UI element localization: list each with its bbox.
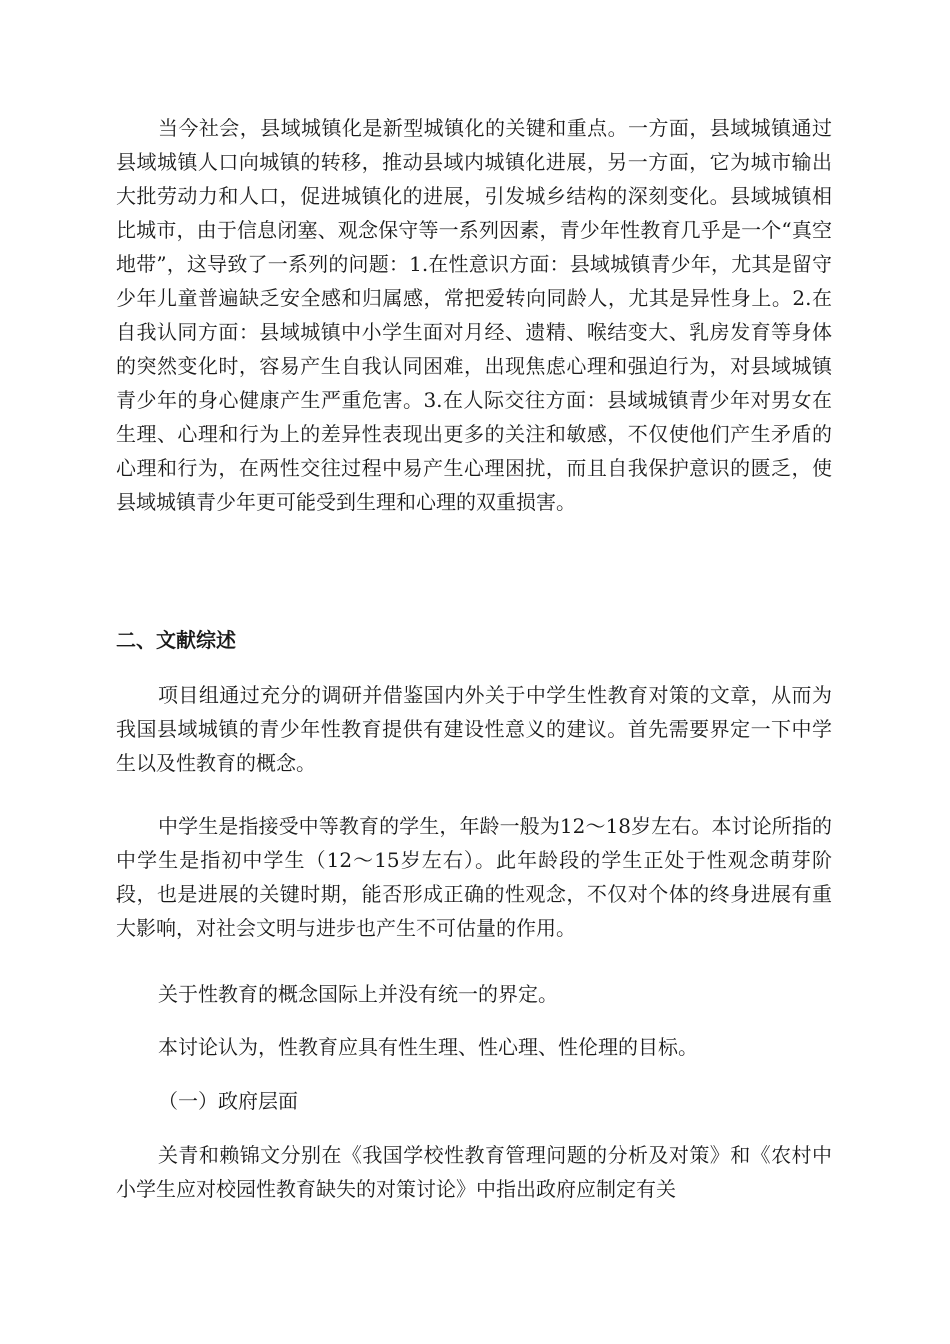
intro-paragraph: 当今社会，县域城镇化是新型城镇化的关键和重点。一方面，县域城镇通过县域城镇人口向城镇的转移，推动县域内城镇化进展，另一方面，它为城市输出大批劳动力和人口，促进城镇化的进展，引发城乡结构的深刻变化。县域城镇相比城市，由于信息闭塞、观念保守等一系列因素，青少年性教育几乎是一个“真空地带”，这导致了一系列的问题：1.在性意识方面：县域城镇青少年，尤其是留守少年儿童普遍缺乏安全感和归属感，常把爱转向同龄人，尤其是异性身上。2.在自我认同方面：县域城镇中小学生面对月经、遗精、喉结变大、乳房发育等身体的突然变化时，容易产生自我认同困难，出现焦虑心理和强迫行为，对县域城镇青少年的身心健康产生严重危害。3.在人际交往方面：县域城镇青少年对男女在生理、心理和行为上的差异性表现出更多的关注和敏感，不仅使他们产生矛盾的心理和行为，在两性交往过程中易产生心理困扰，而且自我保护意识的匮乏，使县域城镇青少年更可能受到生理和心理的双重损害。 xyxy=(116,116,832,514)
literature-paragraph-2: 中学生是指接受中等教育的学生，年龄一般为12～18岁左右。本讨论所指的中学生是指初中学生（12～15岁左右）。此年龄段的学生正处于性观念萌芽阶段，也是进展的关键时期，能否形成正确的性观念，不仅对个体的终身进展有重大影响，对社会文明与进步也产生不可估量的作用。 xyxy=(116,814,832,940)
literature-paragraph-4: 本讨论认为，性教育应具有性生理、性心理、性伦理的目标。 xyxy=(158,1035,698,1059)
literature-paragraph-1: 项目组通过充分的调研并借鉴国内外关于中学生性教育对策的文章，从而为我国县域城镇的青少年性教育提供有建设性意义的建议。首先需要界定一下中学生以及性教育的概念。 xyxy=(116,683,832,775)
literature-paragraph-3: 关于性教育的概念国际上并没有统一的界定。 xyxy=(158,982,558,1006)
literature-paragraph-5: 关青和赖锦文分别在《我国学校性教育管理问题的分析及对策》和《农村中小学生应对校园性教育缺失的对策讨论》中指出政府应制定有关 xyxy=(116,1143,832,1201)
subsection-heading: （一）政府层面 xyxy=(158,1089,298,1113)
section-heading: 二、文献综述 xyxy=(116,628,236,652)
